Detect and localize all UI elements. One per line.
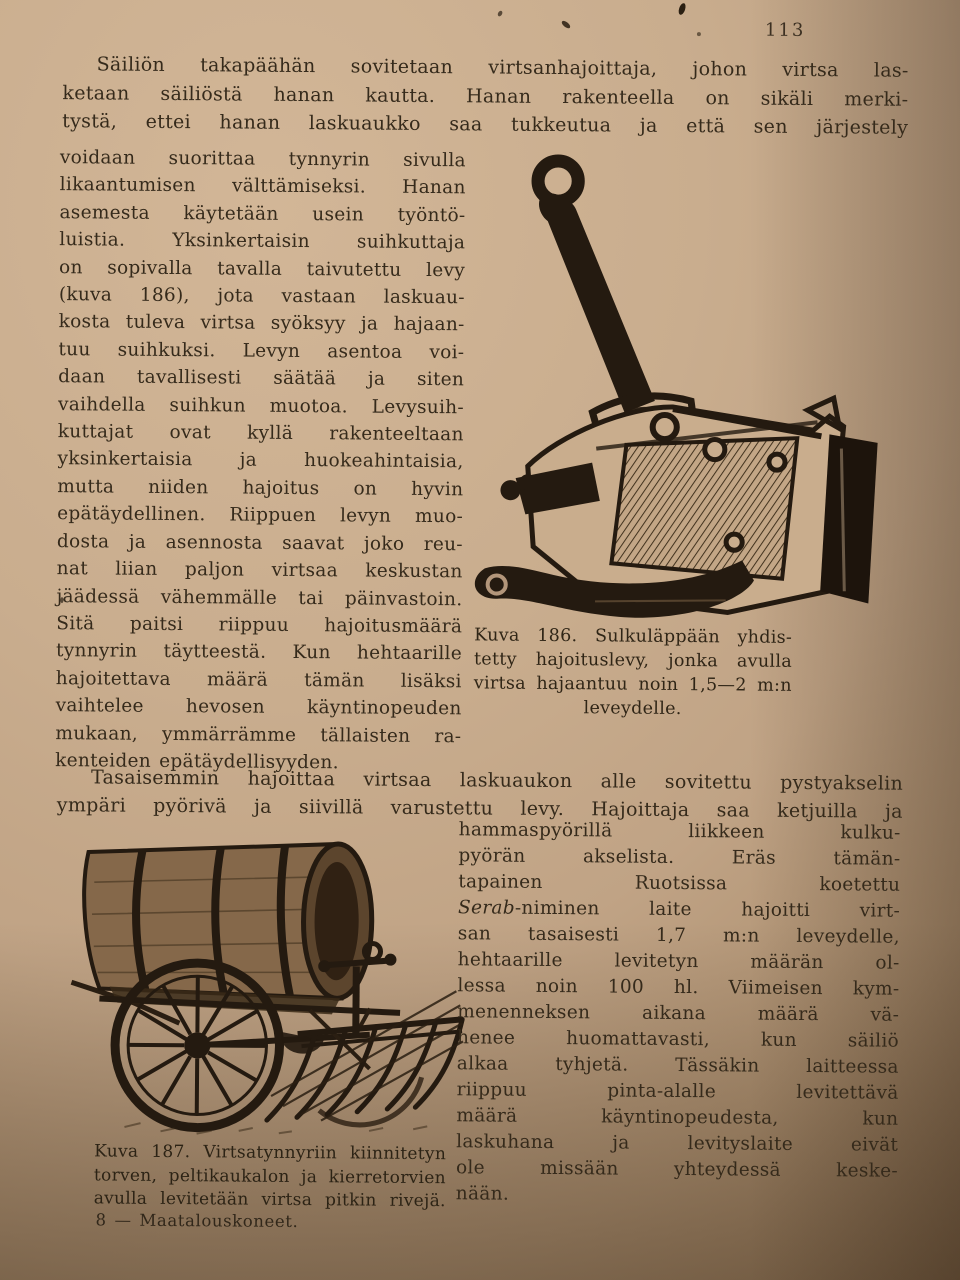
caption-line: virtsa hajaantuu noin 1,5—2 m:n	[473, 673, 792, 696]
caption-line: tetty hajoituslevy, jonka avulla	[473, 649, 793, 672]
serab-rest: -niminen laite hajoitti virt-	[514, 897, 901, 922]
text-line: hammaspyörillä liikkeen kulku-	[458, 819, 901, 844]
text-line: jäädessä vähemmälle tai päinvastoin.	[56, 585, 463, 610]
text-line: nään.	[455, 1183, 510, 1205]
dust-speck	[497, 10, 503, 17]
text-line: voidaan suorittaa tynnyrin sivulla	[59, 147, 467, 172]
text-line: henee huomattavasti, kun säiliö	[456, 1027, 900, 1052]
figure-186-caption	[474, 623, 793, 721]
text-line: san tasaisesti 1,7 m:n leveydelle,	[457, 923, 900, 948]
text-line: määrä käyntinopeudesta, kun	[456, 1105, 899, 1130]
text-line: on sopivalla tavalla taivutettu levy	[58, 256, 466, 281]
text-line: luistia. Yksinkertaisin suihkuttaja	[59, 229, 466, 254]
text-line: kosta tuleva virtsa syöksyy ja hajaan-	[58, 311, 465, 336]
text-line: mukaan, ymmärrämme tällaisten ra-	[55, 722, 462, 747]
right-column	[456, 817, 901, 1210]
text-line: asemesta käytetään usein työntö-	[59, 201, 466, 227]
text-line: riippuu pinta-alalle levitettävä	[456, 1079, 899, 1104]
text-line: hehtaarille levitetyn määrän ol-	[457, 949, 900, 974]
text-line: hajoitettava määrä tämän lisäksi	[55, 667, 462, 693]
text-line: Säiliön takapäähän sovitetaan virtsanhajoittaja, johon virtsa las-	[96, 53, 909, 82]
serab-italic: Serab	[457, 897, 515, 919]
text-line-serab	[458, 895, 900, 924]
text-line: lessa noin 100 hl. Viimeisen kym-	[457, 975, 900, 1000]
text-line: daan tavallisesti säätää ja siten	[58, 366, 465, 391]
figure-187-illustration	[68, 834, 466, 1141]
text-line: ole missään yhteydessä keske-	[455, 1157, 899, 1182]
text-line: mutta niiden hajoitus on hyvin	[57, 475, 464, 501]
text-line: alkaa tyhjetä. Tässäkin laitteessa	[456, 1053, 899, 1078]
caption-line: leveydelle.	[583, 698, 682, 720]
text-line: vaihdella suihkun muotoa. Levysuih-	[57, 393, 465, 418]
text-line: laskuhana ja levityslaite eivät	[456, 1131, 899, 1156]
book-footer: 8 — Maatalouskoneet.	[95, 1210, 299, 1232]
text-line: tystä, ettei hanan laskuaukko saa tukkeutua ja että sen järjestely	[62, 110, 909, 139]
text-line: pyörän akselista. Eräs tämän-	[458, 845, 901, 870]
text-line: menenneksen aikana määrä vä-	[457, 1001, 900, 1026]
figure-186-illustration	[474, 143, 900, 624]
dust-speck	[677, 2, 686, 15]
caption-line: torven, peltikaukalon ja kierretorvien	[93, 1164, 447, 1188]
text-line: yksinkertaisia ja huokeahintaisia,	[57, 448, 464, 473]
transition-paragraph	[57, 763, 903, 826]
text-line: tapainen Ruotsissa koetettu	[458, 871, 901, 896]
text-line: dosta ja asennosta saavat joko reu-	[56, 530, 463, 555]
text-line: tynnyrin täytteestä. Kun hehtaarille	[55, 640, 463, 665]
text-line: likaantumisen välttämiseksi. Hanan	[59, 174, 466, 199]
dust-speck	[697, 32, 701, 36]
text-line: epätäydellinen. Riippuen levyn muo-	[57, 503, 464, 528]
text-line: kuttajat ovat kyllä rakenteeltaan	[57, 421, 464, 446]
dust-speck	[561, 20, 572, 30]
caption-line: avulla levitetään virtsa pitkin rivejä.	[93, 1188, 446, 1212]
text-line: tuu suihkuksi. Levyn asentoa voi-	[58, 338, 465, 364]
left-column	[55, 144, 466, 778]
text-line: Sitä paitsi riippuu hajoitusmäärä	[56, 613, 463, 638]
page-number: 113	[764, 19, 806, 41]
text-line: vaihtelee hevosen käyntinopeuden	[55, 695, 462, 720]
text-line: nat liian paljon virtsaa keskustan	[56, 558, 463, 583]
figure-187-caption	[94, 1140, 447, 1213]
intro-paragraph	[62, 50, 909, 142]
text-line: ympäri pyörivä ja siivillä varustettu levy. Hajoittaja saa ketjuilla ja	[56, 794, 903, 823]
text-line: kenteiden epätäydellisyyden.	[55, 750, 339, 774]
caption-line: Kuva 187. Virtsatynnyriin kiinnitetyn	[94, 1141, 447, 1165]
text-line: (kuva 186), jota vastaan laskuau-	[58, 284, 465, 309]
caption-line: Kuva 186. Sulkuläppään yhdis-	[474, 625, 793, 648]
text-line: ketaan säiliöstä hanan kautta. Hanan rakenteella on sikäli merki-	[62, 81, 909, 111]
text-line: Tasaisemmin hajoittaa virtsaa laskuaukon alle sovitettu pystyakselin	[90, 766, 904, 795]
